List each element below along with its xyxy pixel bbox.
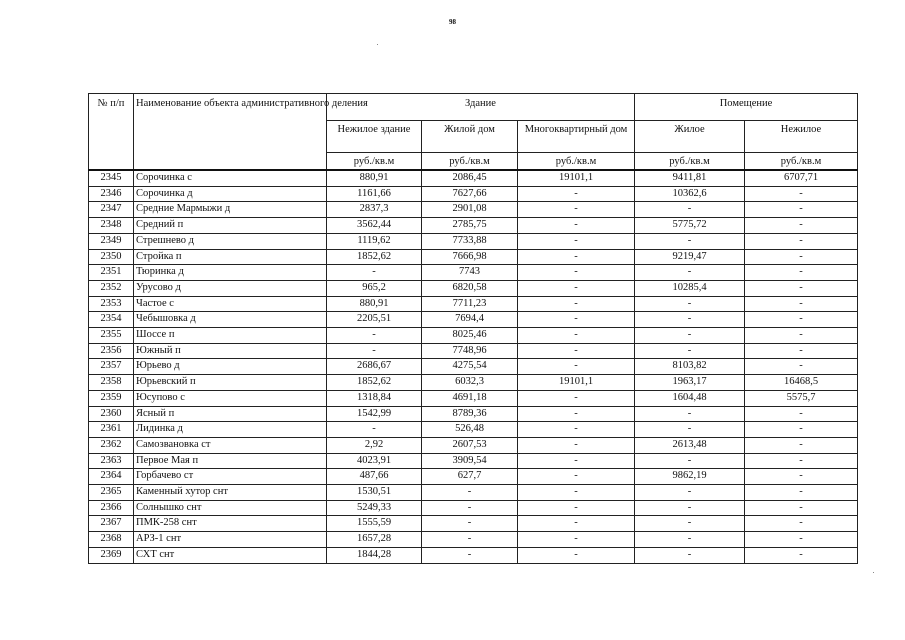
residential-house-value: 7748,96 [422, 343, 518, 359]
object-name: Каменный хутор снт [134, 485, 327, 501]
residential-premises-value: - [635, 500, 745, 516]
table-row [89, 500, 858, 516]
nonresidential-premises-value: 16468,5 [745, 375, 858, 391]
nonresidential-premises-value: - [745, 265, 858, 281]
residential-house-value: - [422, 532, 518, 548]
header-unit: руб./кв.м [518, 153, 635, 171]
row-number: 2359 [89, 390, 134, 406]
apartment-building-value: - [518, 233, 635, 249]
table-row [89, 233, 858, 249]
nonresidential-building-value: 1318,84 [327, 390, 422, 406]
residential-house-value: 4691,18 [422, 390, 518, 406]
apartment-building-value: - [518, 485, 635, 501]
nonresidential-premises-value: - [745, 359, 858, 375]
residential-premises-value: - [635, 532, 745, 548]
apartment-building-value: - [518, 296, 635, 312]
residential-premises-value: - [635, 312, 745, 328]
table-row [89, 547, 858, 563]
object-name: Сорочинка с [134, 170, 327, 186]
apartment-building-value: 19101,1 [518, 375, 635, 391]
object-name: Тюринка д [134, 265, 327, 281]
residential-premises-value: - [635, 516, 745, 532]
row-number: 2365 [89, 485, 134, 501]
object-name: Стрешнево д [134, 233, 327, 249]
header-unit: руб./кв.м [635, 153, 745, 171]
table-row [89, 469, 858, 485]
object-name: Ясный п [134, 406, 327, 422]
nonresidential-building-value: 1555,59 [327, 516, 422, 532]
residential-house-value: 627,7 [422, 469, 518, 485]
header-building-group: Здание [327, 94, 635, 121]
residential-house-value: 8789,36 [422, 406, 518, 422]
residential-premises-value: - [635, 422, 745, 438]
row-number: 2363 [89, 453, 134, 469]
residential-house-value: 7694,4 [422, 312, 518, 328]
table-row [89, 202, 858, 218]
row-number: 2367 [89, 516, 134, 532]
nonresidential-premises-value: - [745, 453, 858, 469]
residential-house-value: 7666,98 [422, 249, 518, 265]
residential-premises-value: 10285,4 [635, 280, 745, 296]
table-row [89, 516, 858, 532]
row-number: 2354 [89, 312, 134, 328]
object-name: Первое Мая п [134, 453, 327, 469]
header-residential-house: Жилой дом [422, 121, 518, 153]
row-number: 2351 [89, 265, 134, 281]
table-row [89, 406, 858, 422]
object-name: Южный п [134, 343, 327, 359]
apartment-building-value: - [518, 249, 635, 265]
row-number: 2355 [89, 328, 134, 344]
table-row [89, 532, 858, 548]
residential-premises-value: - [635, 328, 745, 344]
header-unit: руб./кв.м [327, 153, 422, 171]
nonresidential-building-value: 1530,51 [327, 485, 422, 501]
residential-premises-value: 1963,17 [635, 375, 745, 391]
table-row [89, 453, 858, 469]
row-number: 2366 [89, 500, 134, 516]
nonresidential-premises-value: - [745, 532, 858, 548]
nonresidential-premises-value: - [745, 280, 858, 296]
residential-house-value: 8025,46 [422, 328, 518, 344]
row-number: 2361 [89, 422, 134, 438]
header-number: № п/п [89, 94, 134, 171]
row-number: 2349 [89, 233, 134, 249]
apartment-building-value: - [518, 186, 635, 202]
nonresidential-building-value: 1844,28 [327, 547, 422, 563]
nonresidential-building-value: 880,91 [327, 170, 422, 186]
residential-premises-value: - [635, 453, 745, 469]
nonresidential-building-value: 1852,62 [327, 249, 422, 265]
object-name: Стройка п [134, 249, 327, 265]
residential-premises-value: 10362,6 [635, 186, 745, 202]
nonresidential-building-value: 487,66 [327, 469, 422, 485]
nonresidential-premises-value: - [745, 469, 858, 485]
object-name: Частое с [134, 296, 327, 312]
row-number: 2346 [89, 186, 134, 202]
apartment-building-value: - [518, 406, 635, 422]
residential-premises-value: 9862,19 [635, 469, 745, 485]
object-name: Сорочинка д [134, 186, 327, 202]
residential-premises-value: 9219,47 [635, 249, 745, 265]
row-number: 2345 [89, 170, 134, 186]
nonresidential-premises-value: - [745, 485, 858, 501]
nonresidential-premises-value: - [745, 312, 858, 328]
residential-house-value: 6032,3 [422, 375, 518, 391]
header-nonresidential-premises: Нежилое [745, 121, 858, 153]
apartment-building-value: - [518, 437, 635, 453]
nonresidential-building-value: 2,92 [327, 437, 422, 453]
residential-premises-value: - [635, 547, 745, 563]
object-name: Юсупово с [134, 390, 327, 406]
nonresidential-building-value: 4023,91 [327, 453, 422, 469]
residential-house-value: 2901,08 [422, 202, 518, 218]
apartment-building-value: - [518, 547, 635, 563]
row-number: 2353 [89, 296, 134, 312]
nonresidential-building-value: 5249,33 [327, 500, 422, 516]
object-name: Солнышко снт [134, 500, 327, 516]
residential-premises-value: - [635, 406, 745, 422]
nonresidential-premises-value: - [745, 516, 858, 532]
residential-house-value: 4275,54 [422, 359, 518, 375]
nonresidential-building-value: 3562,44 [327, 218, 422, 234]
header-unit: руб./кв.м [422, 153, 518, 171]
residential-house-value: 7733,88 [422, 233, 518, 249]
apartment-building-value: - [518, 202, 635, 218]
apartment-building-value: - [518, 218, 635, 234]
object-name: Шоссе п [134, 328, 327, 344]
scan-speck [873, 572, 874, 573]
object-name: Средний п [134, 218, 327, 234]
row-number: 2350 [89, 249, 134, 265]
page-number: 98 [449, 18, 456, 26]
apartment-building-value: - [518, 265, 635, 281]
residential-house-value: - [422, 500, 518, 516]
apartment-building-value: - [518, 312, 635, 328]
nonresidential-building-value: - [327, 328, 422, 344]
table-row [89, 312, 858, 328]
nonresidential-building-value: 2205,51 [327, 312, 422, 328]
nonresidential-building-value: 1161,66 [327, 186, 422, 202]
residential-house-value: 7711,23 [422, 296, 518, 312]
table-row [89, 265, 858, 281]
header-unit: руб./кв.м [745, 153, 858, 171]
nonresidential-premises-value: - [745, 406, 858, 422]
row-number: 2357 [89, 359, 134, 375]
nonresidential-premises-value: - [745, 422, 858, 438]
row-number: 2362 [89, 437, 134, 453]
row-number: 2369 [89, 547, 134, 563]
residential-premises-value: - [635, 296, 745, 312]
residential-house-value: 7743 [422, 265, 518, 281]
table-row [89, 390, 858, 406]
nonresidential-premises-value: - [745, 218, 858, 234]
table-row [89, 422, 858, 438]
row-number: 2360 [89, 406, 134, 422]
object-name: Юрьево д [134, 359, 327, 375]
object-name: Юрьевский п [134, 375, 327, 391]
object-name: Горбачево ст [134, 469, 327, 485]
object-name: Средние Мармыжи д [134, 202, 327, 218]
header-object-name: Наименование объекта административного деления [134, 94, 327, 171]
table-row [89, 328, 858, 344]
object-name: Самозвановка ст [134, 437, 327, 453]
residential-premises-value: - [635, 265, 745, 281]
header-residential-premises: Жилое [635, 121, 745, 153]
object-name: СХТ снт [134, 547, 327, 563]
nonresidential-premises-value: - [745, 296, 858, 312]
nonresidential-building-value: 2686,67 [327, 359, 422, 375]
apartment-building-value: - [518, 390, 635, 406]
row-number: 2352 [89, 280, 134, 296]
nonresidential-building-value: 1542,99 [327, 406, 422, 422]
object-name: ПМК-258 снт [134, 516, 327, 532]
row-number: 2356 [89, 343, 134, 359]
nonresidential-building-value: 1852,62 [327, 375, 422, 391]
nonresidential-building-value: 2837,3 [327, 202, 422, 218]
apartment-building-value: - [518, 532, 635, 548]
residential-house-value: 2086,45 [422, 170, 518, 186]
apartment-building-value: - [518, 516, 635, 532]
nonresidential-building-value: 1657,28 [327, 532, 422, 548]
nonresidential-building-value: 965,2 [327, 280, 422, 296]
scan-speck [377, 44, 378, 45]
residential-premises-value: - [635, 202, 745, 218]
apartment-building-value: - [518, 500, 635, 516]
residential-premises-value: 9411,81 [635, 170, 745, 186]
object-name: Урусово д [134, 280, 327, 296]
apartment-building-value: - [518, 328, 635, 344]
nonresidential-premises-value: - [745, 186, 858, 202]
nonresidential-building-value: - [327, 343, 422, 359]
residential-house-value: 3909,54 [422, 453, 518, 469]
nonresidential-building-value: - [327, 422, 422, 438]
row-number: 2348 [89, 218, 134, 234]
header-premises-group: Помещение [635, 94, 858, 121]
object-name: Чебышовка д [134, 312, 327, 328]
residential-house-value: 2785,75 [422, 218, 518, 234]
table-row [89, 375, 858, 391]
residential-premises-value: - [635, 343, 745, 359]
row-number: 2347 [89, 202, 134, 218]
table-row [89, 170, 858, 186]
nonresidential-premises-value: - [745, 343, 858, 359]
table-row [89, 343, 858, 359]
table-row [89, 296, 858, 312]
residential-premises-value: - [635, 485, 745, 501]
residential-premises-value: 5775,72 [635, 218, 745, 234]
table-body [89, 170, 858, 563]
table-row [89, 186, 858, 202]
nonresidential-premises-value: - [745, 233, 858, 249]
apartment-building-value: - [518, 359, 635, 375]
table-row [89, 249, 858, 265]
nonresidential-premises-value: 6707,71 [745, 170, 858, 186]
apartment-building-value: - [518, 280, 635, 296]
row-number: 2368 [89, 532, 134, 548]
apartment-building-value: - [518, 343, 635, 359]
table-row [89, 218, 858, 234]
apartment-building-value: - [518, 422, 635, 438]
nonresidential-premises-value: 5575,7 [745, 390, 858, 406]
residential-house-value: 6820,58 [422, 280, 518, 296]
residential-house-value: - [422, 485, 518, 501]
nonresidential-premises-value: - [745, 437, 858, 453]
header-nonresidential-building: Нежилое здание [327, 121, 422, 153]
residential-premises-value: 2613,48 [635, 437, 745, 453]
nonresidential-building-value: 880,91 [327, 296, 422, 312]
nonresidential-building-value: 1119,62 [327, 233, 422, 249]
residential-premises-value: - [635, 233, 745, 249]
residential-house-value: - [422, 516, 518, 532]
residential-house-value: 7627,66 [422, 186, 518, 202]
table-row [89, 437, 858, 453]
residential-house-value: - [422, 547, 518, 563]
object-name: АРЗ-1 снт [134, 532, 327, 548]
residential-premises-value: 1604,48 [635, 390, 745, 406]
nonresidential-premises-value: - [745, 547, 858, 563]
nonresidential-premises-value: - [745, 500, 858, 516]
table-row [89, 485, 858, 501]
apartment-building-value: - [518, 453, 635, 469]
header-apartment-building: Многоквартирный дом [518, 121, 635, 153]
apartment-building-value: 19101,1 [518, 170, 635, 186]
nonresidential-building-value: - [327, 265, 422, 281]
residential-house-value: 2607,53 [422, 437, 518, 453]
object-name: Лидинка д [134, 422, 327, 438]
table-row [89, 280, 858, 296]
nonresidential-premises-value: - [745, 249, 858, 265]
residential-house-value: 526,48 [422, 422, 518, 438]
cadastral-value-table [88, 93, 858, 564]
apartment-building-value: - [518, 469, 635, 485]
row-number: 2364 [89, 469, 134, 485]
table-row [89, 359, 858, 375]
nonresidential-premises-value: - [745, 328, 858, 344]
nonresidential-premises-value: - [745, 202, 858, 218]
residential-premises-value: 8103,82 [635, 359, 745, 375]
row-number: 2358 [89, 375, 134, 391]
